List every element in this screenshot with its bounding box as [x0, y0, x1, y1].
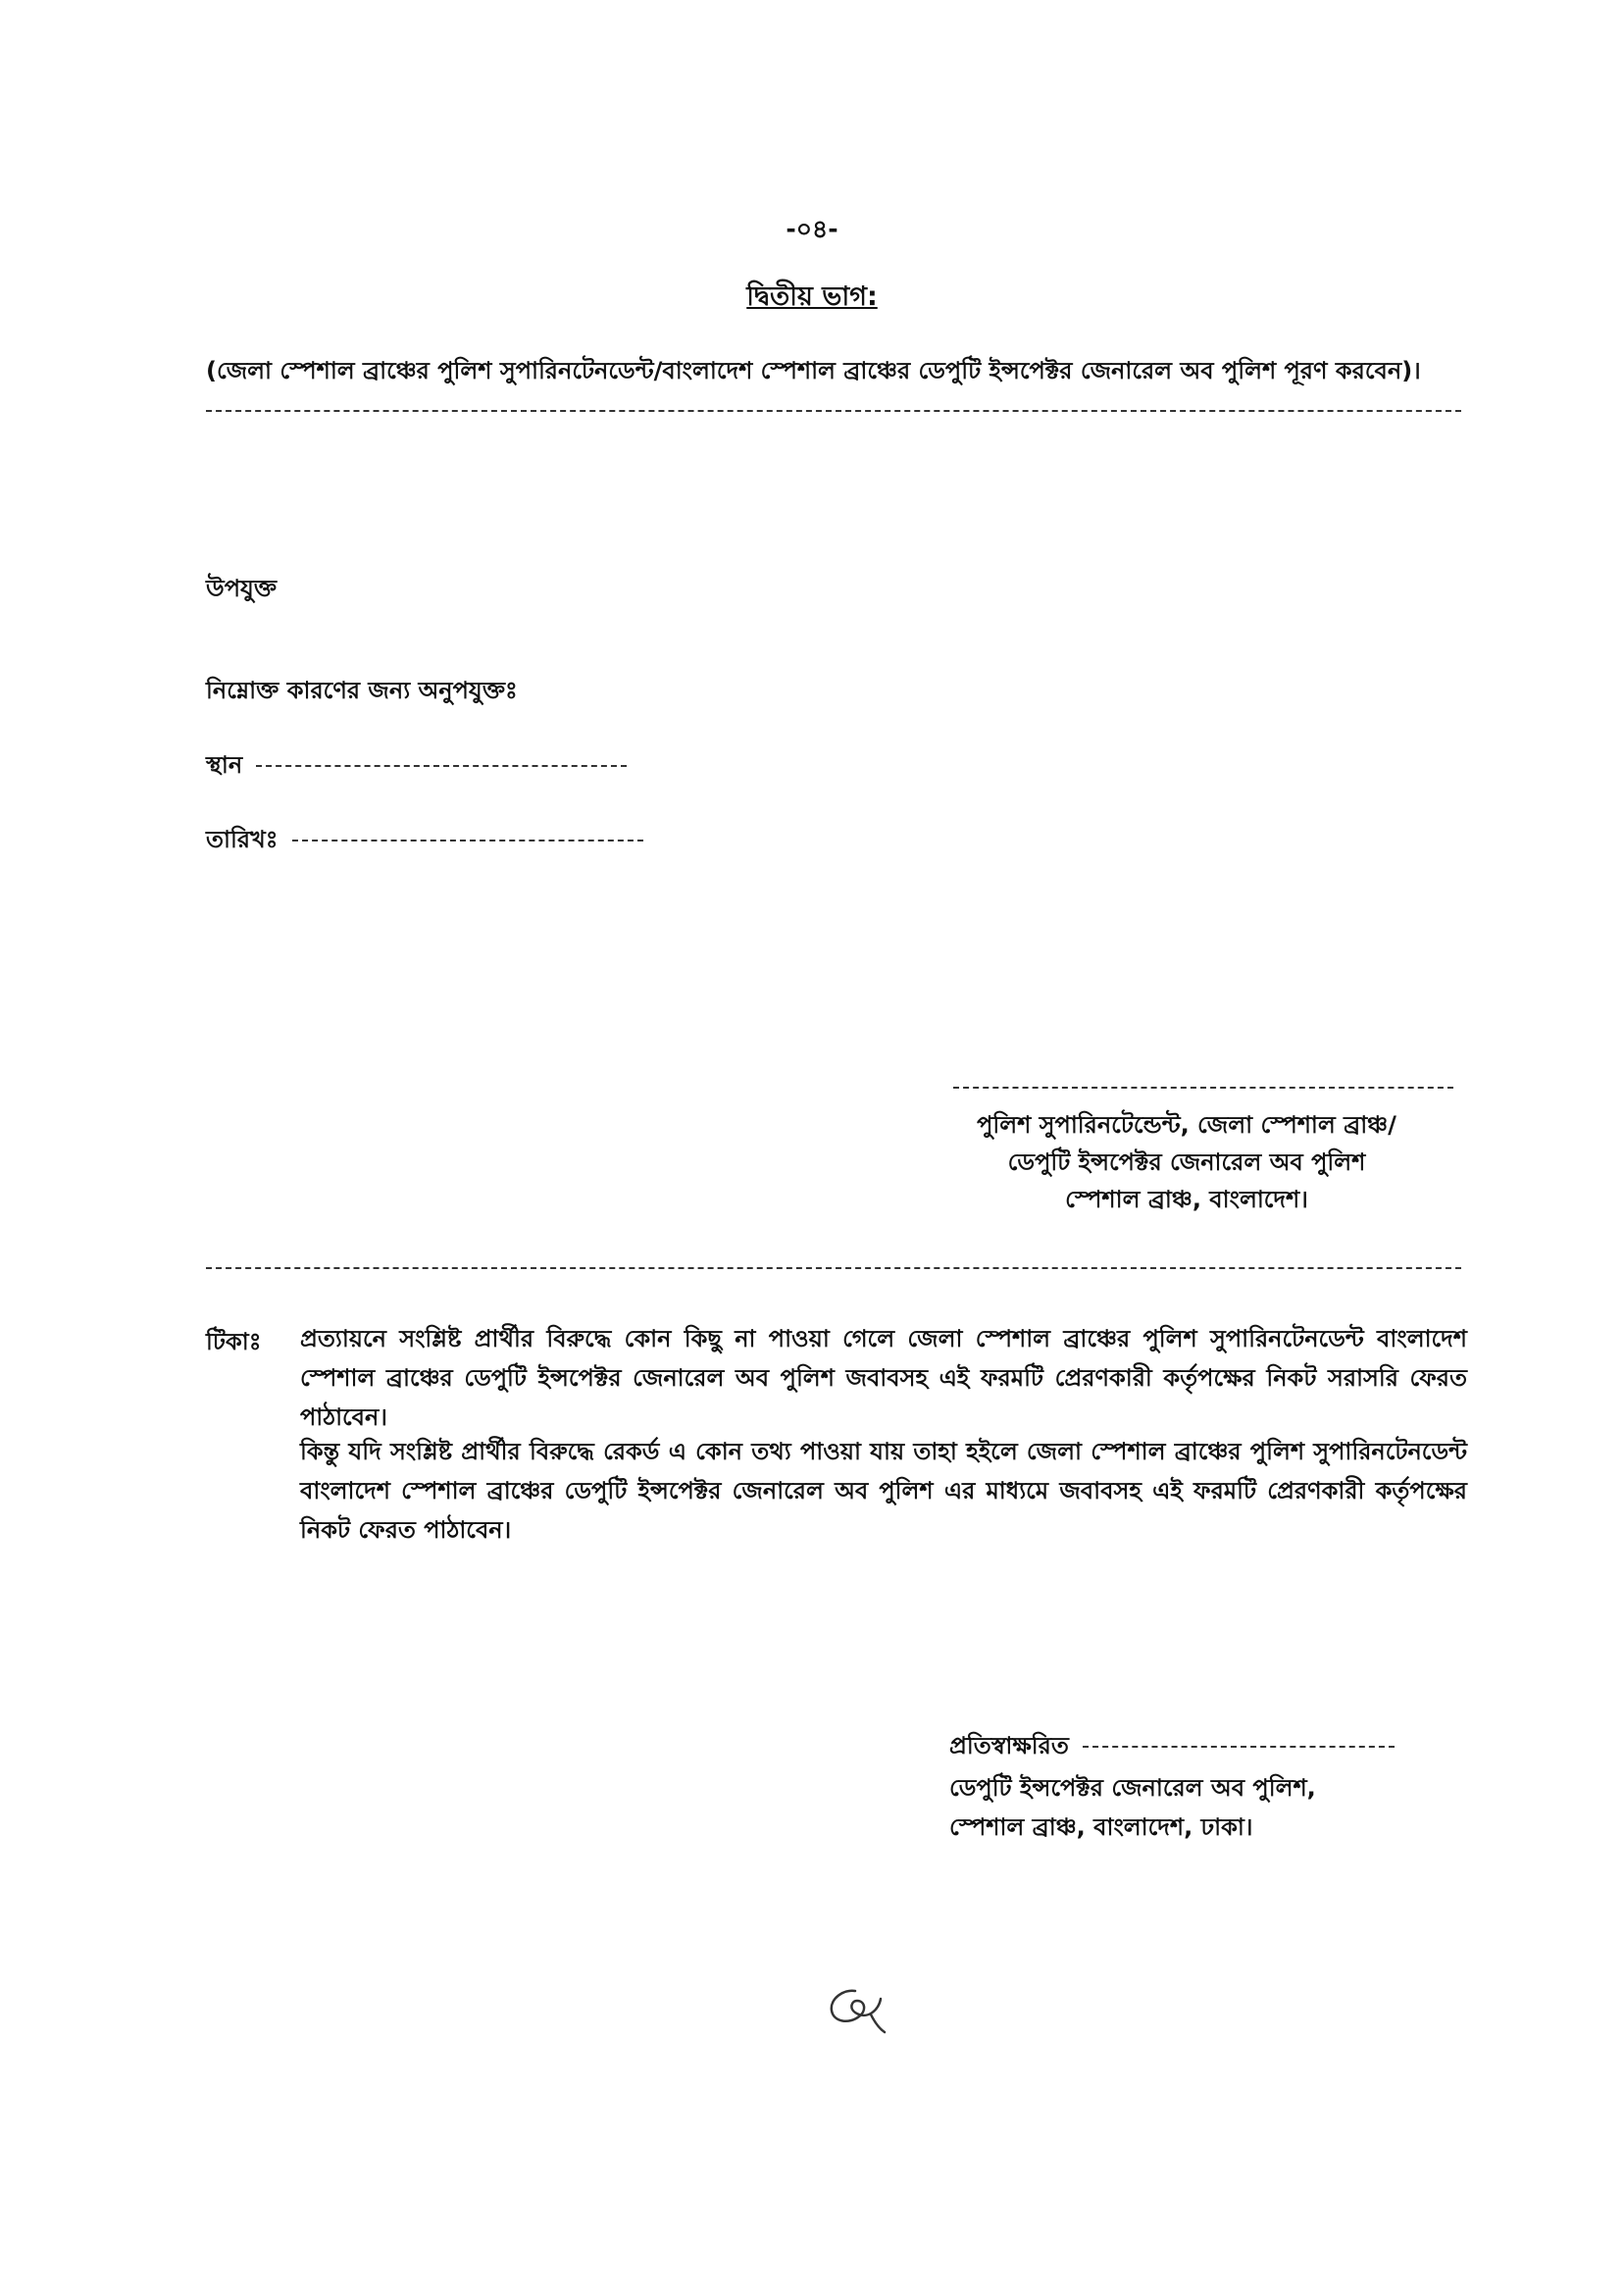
date-blank-line[interactable] — [292, 840, 643, 841]
signature-line3: স্পেশাল ব্রাঞ্চ, বাংলাদেশ। — [1065, 1186, 1308, 1213]
signature-line[interactable] — [953, 1087, 1453, 1089]
instruction-text: (জেলা স্পেশাল ব্রাঞ্চের পুলিশ সুপারিনটেনডেন্ট/বাংলাদেশ স্পেশাল ব্রাঞ্চের ডেপুটি ইন্সপেক্টর জেনারেল অব পুলিশ পূরণ করবেন)। — [206, 357, 1421, 384]
date-label: তারিখঃ — [206, 826, 279, 853]
place-label: স্থান — [206, 751, 243, 779]
countersign-label: প্রতিস্বাক্ষরিত — [949, 1732, 1069, 1759]
divider-top — [206, 410, 1461, 412]
place-blank-line[interactable] — [256, 765, 627, 767]
section-title: দ্বিতীয় ভাগ: — [746, 281, 878, 312]
unsuitable-reason-label: নিম্নোক্ত কারণের জন্য অনুপযুক্তঃ — [206, 677, 518, 704]
signature-line2: ডেপুটি ইন্সপেক্টর জেনারেল অব পুলিশ — [1007, 1148, 1366, 1176]
note-label: টিকাঃ — [206, 1328, 262, 1355]
note-paragraph-1: প্রত্যায়নে সংশ্লিষ্ট প্রার্থীর বিরুদ্ধে কোন কিছু না পাওয়া গেলে জেলা স্পেশাল ব্রাঞ্চের পুলিশ সুপারিনটেনডেন্ট বাংলাদেশ স্পেশাল ব্রাঞ্চের ডেপুটি ইন্সপেক্টর জেনারেল অব পুলিশ জবাবসহ এই ফরমটি প্রেরণকারী কর্তৃপক্ষের নিকট সরাসরি ফেরত পাঠাবেন। — [300, 1325, 1467, 1431]
divider-bottom — [206, 1267, 1461, 1269]
date-field — [206, 822, 643, 861]
countersign-line1: ডেপুটি ইন্সপেক্টর জেনারেল অব পুলিশ, — [949, 1774, 1316, 1802]
note-paragraph-2: কিন্তু যদি সংশ্লিষ্ট প্রার্থীর বিরুদ্ধে রেকর্ড এ কোন তথ্য পাওয়া যায় তাহা হইলে জেলা স্পেশাল ব্রাঞ্চের পুলিশ সুপারিনটেনডেন্ট বাংলাদেশ স্পেশাল ব্রাঞ্চের ডেপুটি ইন্সপেক্টর জেনারেল অব পুলিশ এর মাধ্যমে জবাবসহ এই ফরমটি প্রেরণকারী কর্তৃপক্ষের নিকট ফেরত পাঠাবেন। — [300, 1438, 1467, 1544]
suitable-label: উপযুক্ত — [206, 575, 278, 602]
handwritten-mark — [816, 1981, 894, 2040]
signature-line1: পুলিশ সুপারিনটেন্ডেন্ট, জেলা স্পেশাল ব্রাঞ্চ/ — [977, 1111, 1396, 1139]
signature-block — [883, 1106, 1491, 1218]
countersign-blank-line[interactable] — [1083, 1746, 1395, 1748]
place-field — [206, 747, 627, 787]
countersign-field — [949, 1728, 1395, 1767]
countersign-line2: স্পেশাল ব্রাঞ্চ, বাংলাদেশ, ঢাকা। — [949, 1813, 1253, 1841]
page-number: -০৪- — [786, 215, 838, 243]
